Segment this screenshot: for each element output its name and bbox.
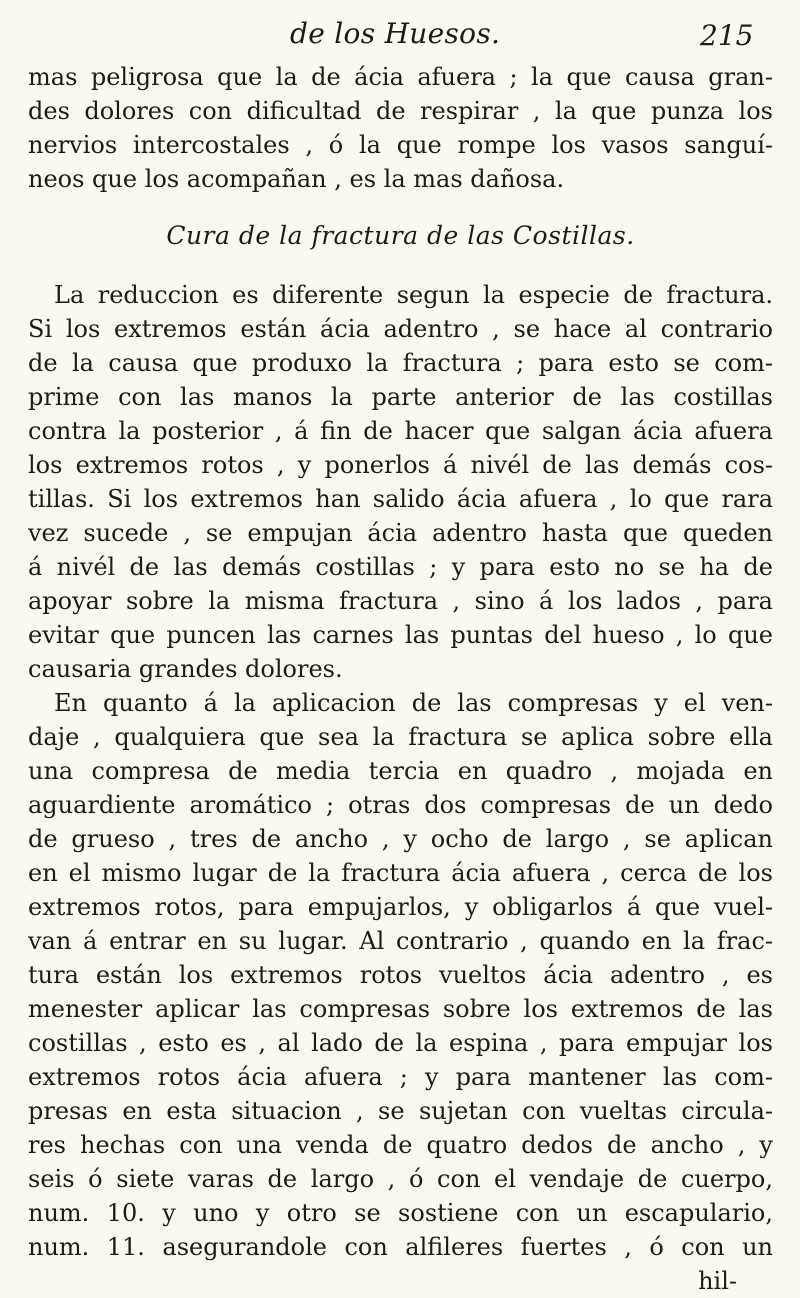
text-line: prime con las manos la parte anterior de las costillas — [28, 383, 773, 411]
text-line: evitar que puncen las carnes las puntas del hueso , lo que — [28, 621, 773, 649]
text-line: mas peligrosa que la de ácia afuera ; la que causa gran- — [28, 63, 773, 91]
text-line: á nivél de las demás costillas ; y para esto no se ha de — [28, 553, 773, 581]
text-line: menester aplicar las compresas sobre los extremos de las — [28, 995, 773, 1023]
running-title: de los Huesos. — [290, 17, 501, 50]
text-line: tillas. Si los extremos han salido ácia afuera , lo que rara — [28, 485, 773, 513]
text-line: aguardiente aromático ; otras dos compresas de un dedo — [28, 791, 773, 819]
text-line: nervios intercostales , ó la que rompe los vasos sanguí- — [28, 131, 773, 159]
paragraph-reduccion — [28, 278, 773, 686]
paragraph-intro — [28, 60, 773, 196]
text-line: tura están los extremos rotos vueltos ácia adentro , es — [28, 961, 773, 989]
text-line: una compresa de media tercia en quadro , mojada en — [28, 757, 773, 785]
text-line: daje , qualquiera que sea la fractura se aplica sobre ella — [28, 723, 773, 751]
text-line: seis ó siete varas de largo , ó con el vendaje de cuerpo, — [28, 1165, 773, 1193]
text-line: des dolores con dificultad de respirar , la que punza los — [28, 97, 773, 125]
text-line: neos que los acompañan , es la mas dañosa. — [28, 165, 565, 193]
text-line: en el mismo lugar de la fractura ácia afuera , cerca de los — [28, 859, 773, 887]
text-line: apoyar sobre la misma fractura , sino á los lados , para — [28, 587, 773, 615]
text-line: van á entrar en su lugar. Al contrario , quando en la frac- — [28, 927, 773, 955]
page-number: 215 — [700, 19, 754, 52]
text-line: num. 11. asegurandole con alfileres fuertes , ó con un — [28, 1233, 773, 1261]
catchword: hil- — [698, 1267, 737, 1295]
section-heading: Cura de la fractura de las Costillas. — [166, 221, 635, 250]
text-line: causaria grandes dolores. — [28, 655, 343, 683]
text-line: contra la posterior , á fin de hacer que salgan ácia afuera — [28, 417, 773, 445]
text-line: Si los extremos están ácia adentro , se hace al contrario — [28, 315, 773, 343]
running-head — [0, 14, 800, 54]
text-line: presas en esta situacion , se sujetan con vueltas circula- — [28, 1097, 773, 1125]
text-line: En quanto á la aplicacion de las compresas y el ven- — [54, 689, 773, 717]
text-line: res hechas con una venda de quatro dedos de ancho , y — [28, 1131, 773, 1159]
text-line: costillas , esto es , al lado de la espina , para empujar los — [28, 1029, 773, 1057]
text-line: de grueso , tres de ancho , y ocho de largo , se aplican — [28, 825, 773, 853]
text-line: extremos rotos, para empujarlos, y obligarlos á que vuel- — [28, 893, 773, 921]
text-line: vez sucede , se empujan ácia adentro hasta que queden — [28, 519, 773, 547]
text-line: los extremos rotos , y ponerlos á nivél de las demás cos- — [28, 451, 773, 479]
body-text — [28, 60, 773, 1298]
text-line: de la causa que produxo la fractura ; para esto se com- — [28, 349, 773, 377]
text-line: La reduccion es diferente segun la especie de fractura. — [54, 281, 773, 309]
paragraph-compresas — [28, 686, 773, 1298]
text-line: extremos rotos ácia afuera ; y para mantener las com- — [28, 1063, 773, 1091]
text-line: num. 10. y uno y otro se sostiene con un escapulario, — [28, 1199, 773, 1227]
